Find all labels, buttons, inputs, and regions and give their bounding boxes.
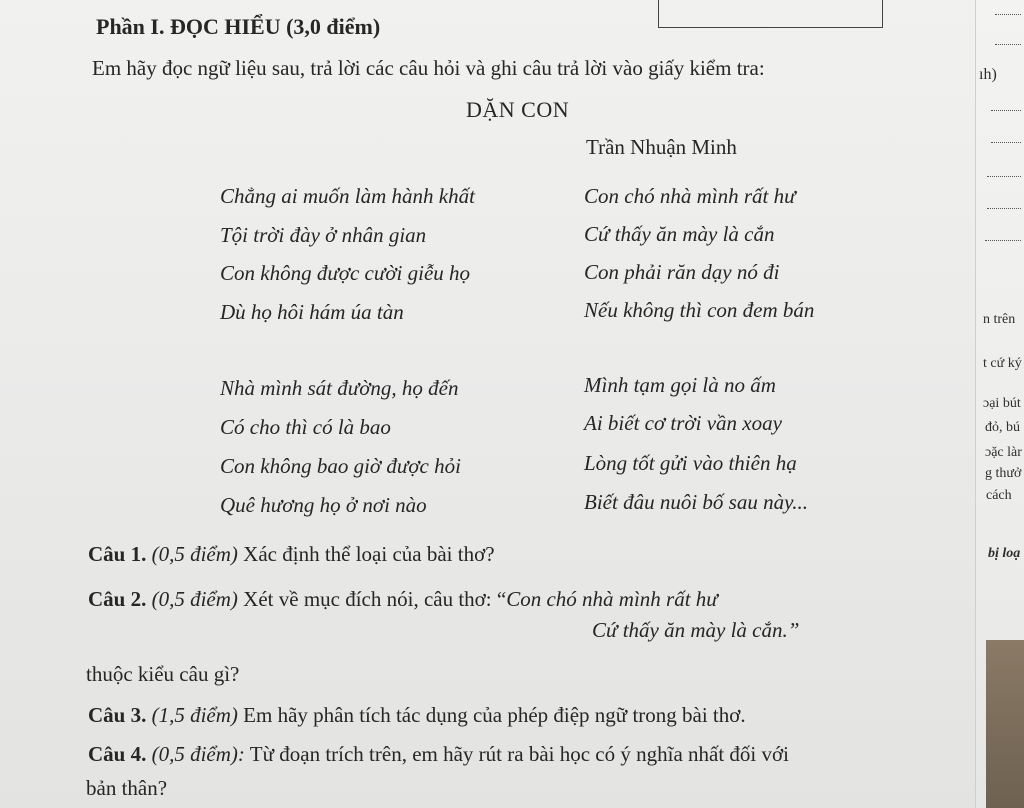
dotted-line	[985, 240, 1021, 241]
desk-shadow	[986, 640, 1024, 808]
question-3	[88, 703, 746, 728]
verse-right-2: Cứ thấy ăn mày là cắn	[584, 222, 775, 246]
question-2-text: Xét về mục đích nói, câu thơ: “	[237, 587, 507, 611]
question-1-label: Câu 1.	[88, 542, 147, 566]
question-4-tail: bản thân?	[86, 776, 168, 800]
dotted-line	[991, 110, 1021, 111]
dotted-line	[987, 176, 1021, 177]
instruction-text: Em hãy đọc ngữ liệu sau, trả lời các câu hỏi và ghi câu trả lời vào giấy kiểm tra:	[92, 56, 765, 80]
side-fragment: đỏ, bú	[985, 420, 1020, 435]
verse-right-3: Con phải răn dạy nó đi	[584, 260, 780, 284]
verse-right-8: Biết đâu nuôi bố sau này...	[584, 490, 808, 514]
question-2-quote-line2: Cứ thấy ăn mày là cắn.	[592, 618, 788, 642]
verse-left-5: Nhà mình sát đường, họ đến	[220, 376, 459, 400]
verse-left-6: Có cho thì có là bao	[220, 415, 391, 439]
question-2-quote-close: ”	[787, 618, 800, 642]
side-fragment: g thưở	[985, 466, 1022, 481]
dotted-line	[987, 208, 1021, 209]
dotted-line	[995, 44, 1021, 45]
dotted-line	[995, 14, 1021, 15]
verse-right-1: Con chó nhà mình rất hư	[584, 184, 796, 208]
dotted-line	[991, 142, 1021, 143]
verse-left-3: Con không được cười giễu họ	[220, 261, 471, 285]
question-1-text: Xác định thể loại của bài thơ?	[237, 542, 495, 566]
part-title: Phần I. ĐỌC HIỂU (3,0 điểm)	[96, 14, 381, 39]
verse-left-4: Dù họ hôi hám úa tàn	[220, 300, 404, 324]
verse-left-7: Con không bao giờ được hỏi	[220, 454, 461, 478]
question-1	[88, 542, 495, 567]
question-4-text: Từ đoạn trích trên, em hãy rút ra bài học có ý nghĩa nhất đối với	[244, 742, 789, 766]
question-2-quote-line1: Con chó nhà mình rất hư	[506, 587, 718, 611]
side-fragment: n trên	[983, 312, 1016, 327]
side-fragment: t cứ ký	[983, 356, 1022, 371]
verse-right-7: Lòng tốt gửi vào thiên hạ	[584, 451, 797, 475]
verse-left-1: Chẳng ai muốn làm hành khất	[220, 184, 475, 208]
side-fragment: bị loạ	[988, 546, 1021, 561]
question-3-points: (1,5 điểm)	[151, 703, 238, 727]
question-4-points: (0,5 điểm):	[151, 742, 245, 766]
question-2-points: (0,5 điểm)	[151, 587, 238, 611]
side-fragment: ıh)	[979, 66, 997, 83]
question-2-label: Câu 2.	[88, 587, 147, 611]
question-4	[88, 742, 789, 767]
side-fragment: ɔại bút	[983, 396, 1021, 411]
question-4-label: Câu 4.	[88, 742, 147, 766]
question-2-quote-cont	[592, 618, 799, 643]
side-fragment: ɔặc làr	[985, 445, 1022, 460]
poem-title: DẶN CON	[466, 97, 570, 122]
question-3-text: Em hãy phân tích tác dụng của phép điệp ngữ trong bài thơ.	[237, 703, 746, 727]
verse-right-6: Ai biết cơ trời vần xoay	[584, 411, 782, 435]
side-fragment: cách	[986, 488, 1012, 503]
verse-left-8: Quê hương họ ở nơi nào	[220, 493, 427, 517]
question-2-tail: thuộc kiểu câu gì?	[86, 662, 240, 686]
side-sheet	[975, 0, 1024, 808]
verse-right-5: Mình tạm gọi là no ấm	[584, 373, 776, 397]
question-1-points: (0,5 điểm)	[151, 542, 238, 566]
verse-right-4: Nếu không thì con đem bán	[584, 298, 815, 322]
verse-left-2: Tội trời đày ở nhân gian	[220, 223, 427, 247]
poem-author: Trần Nhuận Minh	[586, 135, 737, 159]
score-box	[658, 0, 883, 28]
question-3-label: Câu 3.	[88, 703, 147, 727]
question-2	[88, 587, 718, 612]
